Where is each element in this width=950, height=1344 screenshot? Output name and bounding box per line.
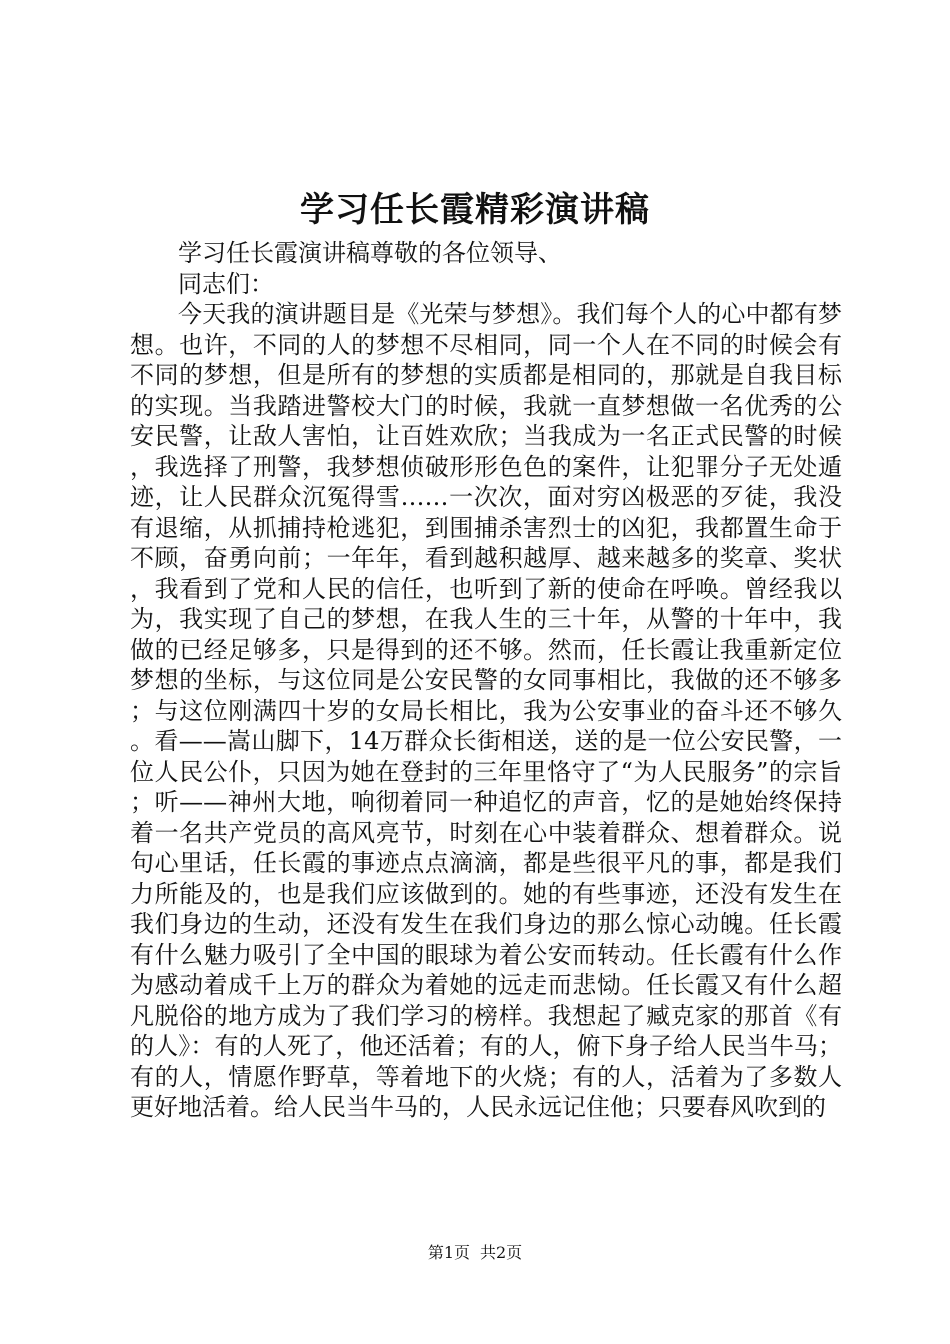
document-body (130, 238, 842, 1123)
paragraph: 今天我的演讲题目是《光荣与梦想》。我们每个人的心中都有梦想。也许，不同的人的梦想不尽相同，同一个人在不同的时候会有不同的梦想，但是所有的梦想的实质都是相同的，那就是自我目标的实现。当我踏进警校大门的时候，我就一直梦想做一名优秀的公安民警，让敌人害怕，让百姓欢欣；当我成为一名正式民警的时候，我选择了刑警，我梦想侦破形形色色的案件，让犯罪分子无处遁迹，让人民群众沉冤得雪……一次次，面对穷凶极恶的歹徒，我没有退缩，从抓捕持枪逃犯，到围捕杀害烈士的凶犯，我都置生命于不顾，奋勇向前；一年年，看到越积越厚、越来越多的奖章、奖状，我看到了党和人民的信任，也听到了新的使命在呼唤。曾经我以为，我实现了自己的梦想，在我人生的三十年，从警的十年中，我做的已经足够多，只是得到的还不够。然而，任长霞让我重新定位梦想的坐标，与这位同是公安民警的女同事相比，我做的还不够多；与这位刚满四十岁的女局长相比，我为公安事业的奋斗还不够久。看——嵩山脚下，14万群众长街相送，送的是一位公安民警，一位人民公仆，只因为她在登封的三年里恪守了“为人民服务”的宗旨；听——神州大地，响彻着同一种追忆的声音，忆的是她始终保持着一名共产党员的高风亮节，时刻在心中装着群众、想着群众。说句心里话，任长霞的事迹点点滴滴，都是些很平凡的事，都是我们力所能及的，也是我们应该做到的。她的有些事迹，还没有发生在我们身边的生动，还没有发生在我们身边的那么惊心动魄。任长霞有什么魅力吸引了全中国的眼球为着公安而转动。任长霞有什么作为感动着成千上万的群众为着她的远走而悲恸。任长霞又有什么超凡脱俗的地方成为了我们学习的榜样。我想起了臧克家的那首《有的人》：有的人死了，他还活着；有的人，俯下身子给人民当牛马；有的人，情愿作野草，等着地下的火烧；有的人，活着为了多数人更好地活着。给人民当牛马的，人民永远记住他；只要春风吹到的 (130, 300, 842, 1121)
paragraph: 学习任长霞演讲稿尊敬的各位领导、 (178, 239, 562, 267)
page-footer (0, 1242, 950, 1264)
page-number: 第1页 (427, 1243, 470, 1262)
document-title: 学习任长霞精彩演讲稿 (300, 190, 650, 230)
paragraph: 同志们： (178, 269, 274, 298)
page-total: 共2页 (480, 1243, 523, 1262)
